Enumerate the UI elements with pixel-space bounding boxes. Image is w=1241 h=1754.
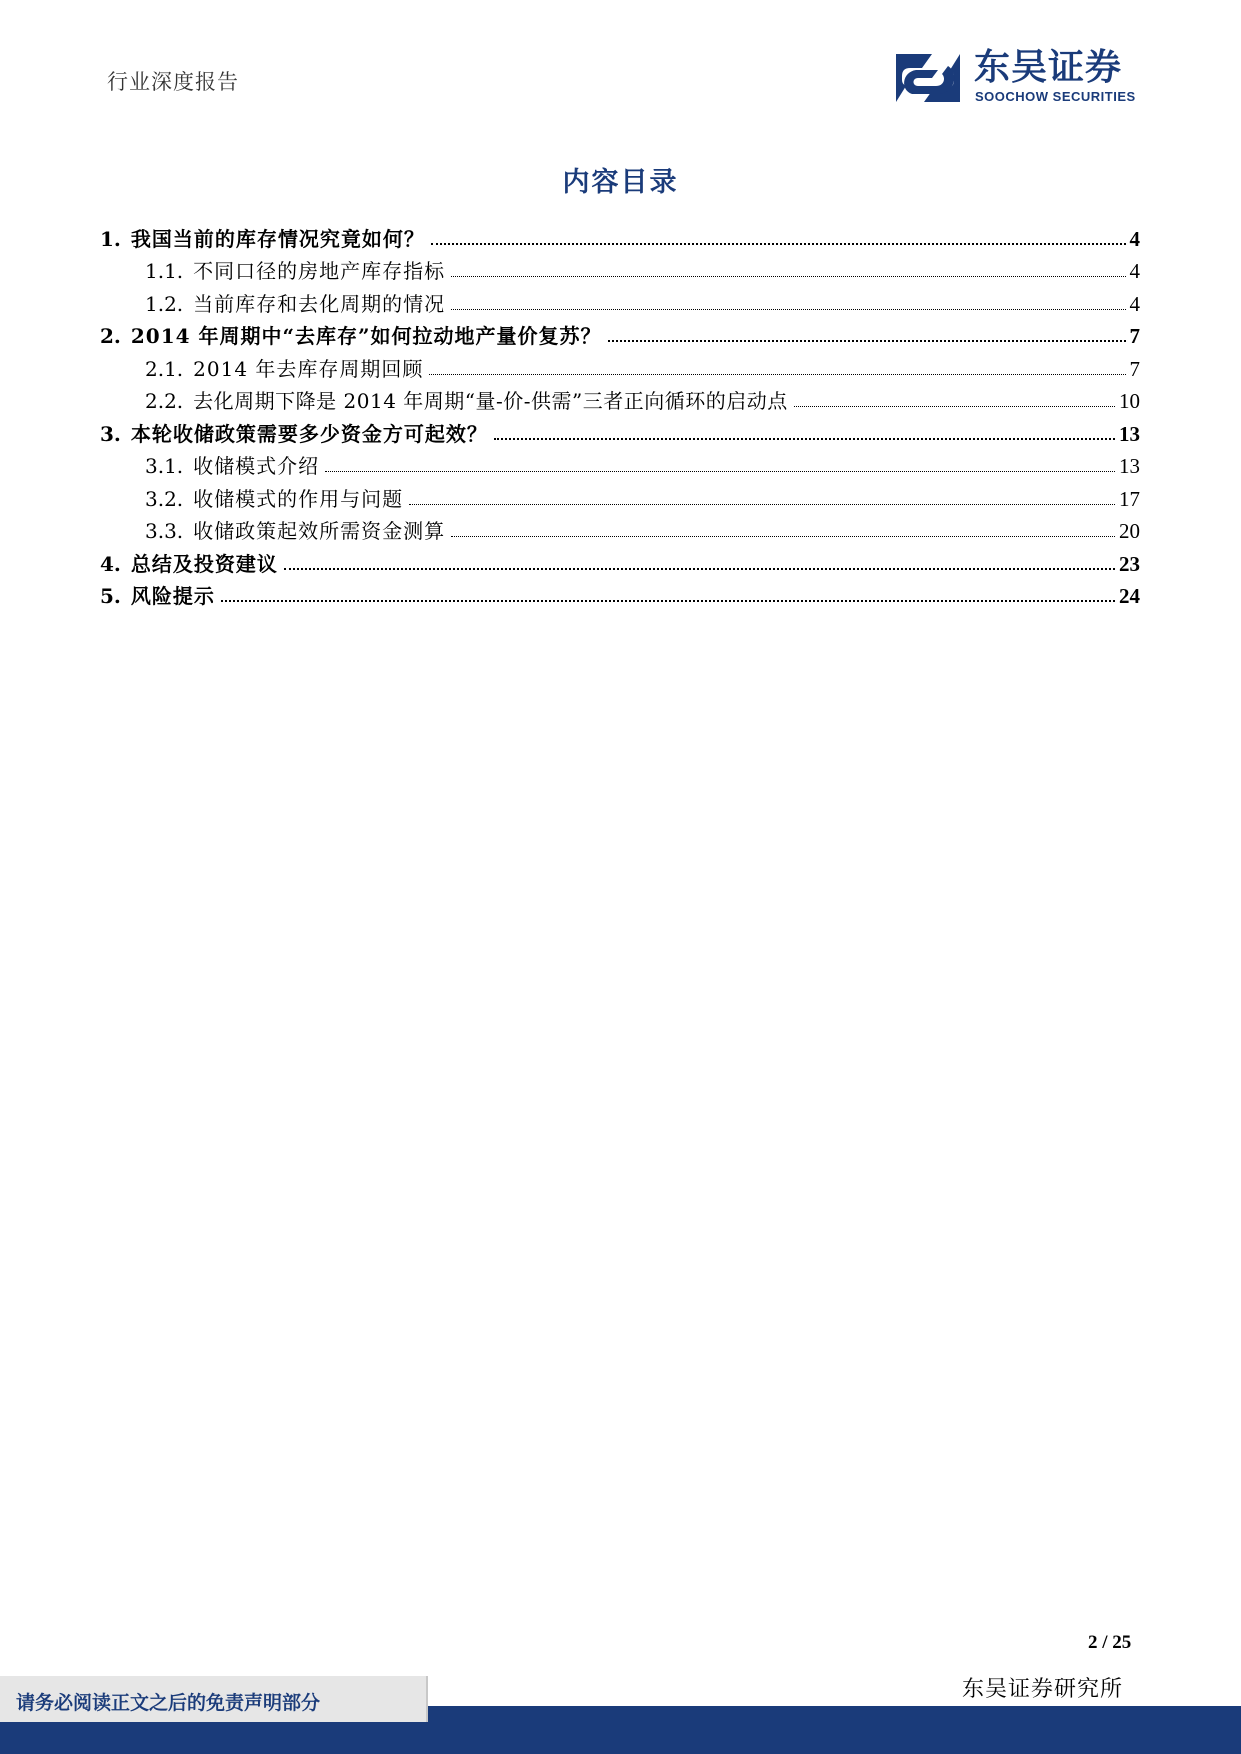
toc-entry[interactable] <box>100 413 1140 446</box>
report-type-label: 行业深度报告 <box>107 70 239 94</box>
toc-dot-leader <box>429 373 1125 375</box>
toc-entry[interactable] <box>100 251 1140 284</box>
toc-entry-number: 4. <box>100 551 121 576</box>
toc-entry-number: 2.2. <box>145 389 184 413</box>
toc-entry-page: 17 <box>1119 486 1140 511</box>
toc-entry-page: 20 <box>1119 519 1140 543</box>
toc-entry-title: 本轮收储政策需要多少资金方可起效？ <box>130 421 488 446</box>
toc-entry-page: 13 <box>1119 454 1140 478</box>
toc-entry-title: 我国当前的库存情况究竟如何？ <box>130 226 425 251</box>
toc-entry[interactable] <box>100 543 1140 576</box>
disclaimer-box <box>0 1676 428 1722</box>
toc-entry[interactable] <box>100 316 1140 349</box>
toc-entry-number: 1.1. <box>145 259 184 283</box>
toc-entry[interactable] <box>100 283 1140 316</box>
footer-organization: 东吴证券研究所 <box>962 1677 1124 1702</box>
toc-entry-title: 当前库存和去化周期的情况 <box>193 291 446 316</box>
toc-entry-title: 2014 年周期中“去库存”如何拉动地产量价复苏？ <box>130 324 602 348</box>
toc-entry-number: 3.3. <box>145 519 184 543</box>
page-number: 2 / 25 <box>1088 1632 1132 1653</box>
toc-dot-leader <box>325 470 1115 472</box>
toc-entry[interactable] <box>100 576 1140 609</box>
toc-entry-page: 10 <box>1119 389 1140 413</box>
toc-entry-title: 总结及投资建议 <box>130 551 278 576</box>
toc-entry[interactable] <box>100 511 1140 544</box>
toc-entry-number: 2. <box>100 324 121 348</box>
toc-entry-page: 24 <box>1119 584 1140 608</box>
toc-entry[interactable] <box>100 446 1140 479</box>
toc-entry-number: 2.1. <box>145 356 184 381</box>
toc-entry-page: 13 <box>1119 421 1140 446</box>
toc-dot-leader <box>451 535 1115 537</box>
toc-entry[interactable] <box>100 381 1140 414</box>
toc-entry-number: 3. <box>100 421 121 446</box>
toc-dot-leader <box>451 308 1125 310</box>
toc-dot-leader <box>494 437 1115 440</box>
toc-entry-title: 收储政策起效所需资金测算 <box>193 519 446 543</box>
toc-dot-leader <box>794 405 1115 407</box>
toc-entry-number: 1. <box>100 226 121 251</box>
toc-dot-leader <box>221 599 1115 602</box>
toc-entry-title: 2014 年去库存周期回顾 <box>193 356 424 381</box>
toc-entry-page: 7 <box>1129 324 1140 348</box>
toc-entry-number: 1.2. <box>145 291 184 316</box>
toc-entry-number: 3.1. <box>145 454 184 478</box>
toc-entry-page: 23 <box>1119 551 1140 576</box>
logo-chinese-name: 东吴证券 <box>974 47 1123 88</box>
toc-entry-page: 7 <box>1129 356 1140 381</box>
toc-entry-title: 风险提示 <box>130 584 215 608</box>
toc-dot-leader <box>431 242 1126 245</box>
toc-entry-page: 4 <box>1129 259 1140 283</box>
toc-entry-title: 收储模式的作用与问题 <box>193 486 404 511</box>
toc-dot-leader <box>409 503 1115 505</box>
toc-entry-page: 4 <box>1129 226 1140 251</box>
toc-entry[interactable] <box>100 218 1140 251</box>
toc-entry[interactable] <box>100 478 1140 511</box>
table-of-contents <box>100 218 1140 608</box>
logo-english-name: SOOCHOW SECURITIES <box>975 89 1136 104</box>
toc-entry-page: 4 <box>1129 291 1140 316</box>
toc-dot-leader <box>284 567 1115 570</box>
toc-entry-title: 去化周期下降是 2014 年周期“量-价-供需”三者正向循环的启动点 <box>193 389 788 413</box>
disclaimer-text: 请务必阅读正文之后的免责声明部分 <box>16 1692 321 1714</box>
toc-entry-number: 3.2. <box>145 486 184 511</box>
toc-dot-leader <box>608 339 1126 342</box>
toc-entry-title: 不同口径的房地产库存指标 <box>193 259 446 283</box>
toc-dot-leader <box>451 275 1125 277</box>
toc-title: 内容目录 <box>562 167 679 198</box>
toc-entry[interactable] <box>100 348 1140 381</box>
soochow-logo-icon <box>892 50 964 106</box>
company-logo <box>892 48 1152 108</box>
toc-entry-number: 5. <box>100 584 121 608</box>
toc-entry-title: 收储模式介绍 <box>193 454 320 478</box>
